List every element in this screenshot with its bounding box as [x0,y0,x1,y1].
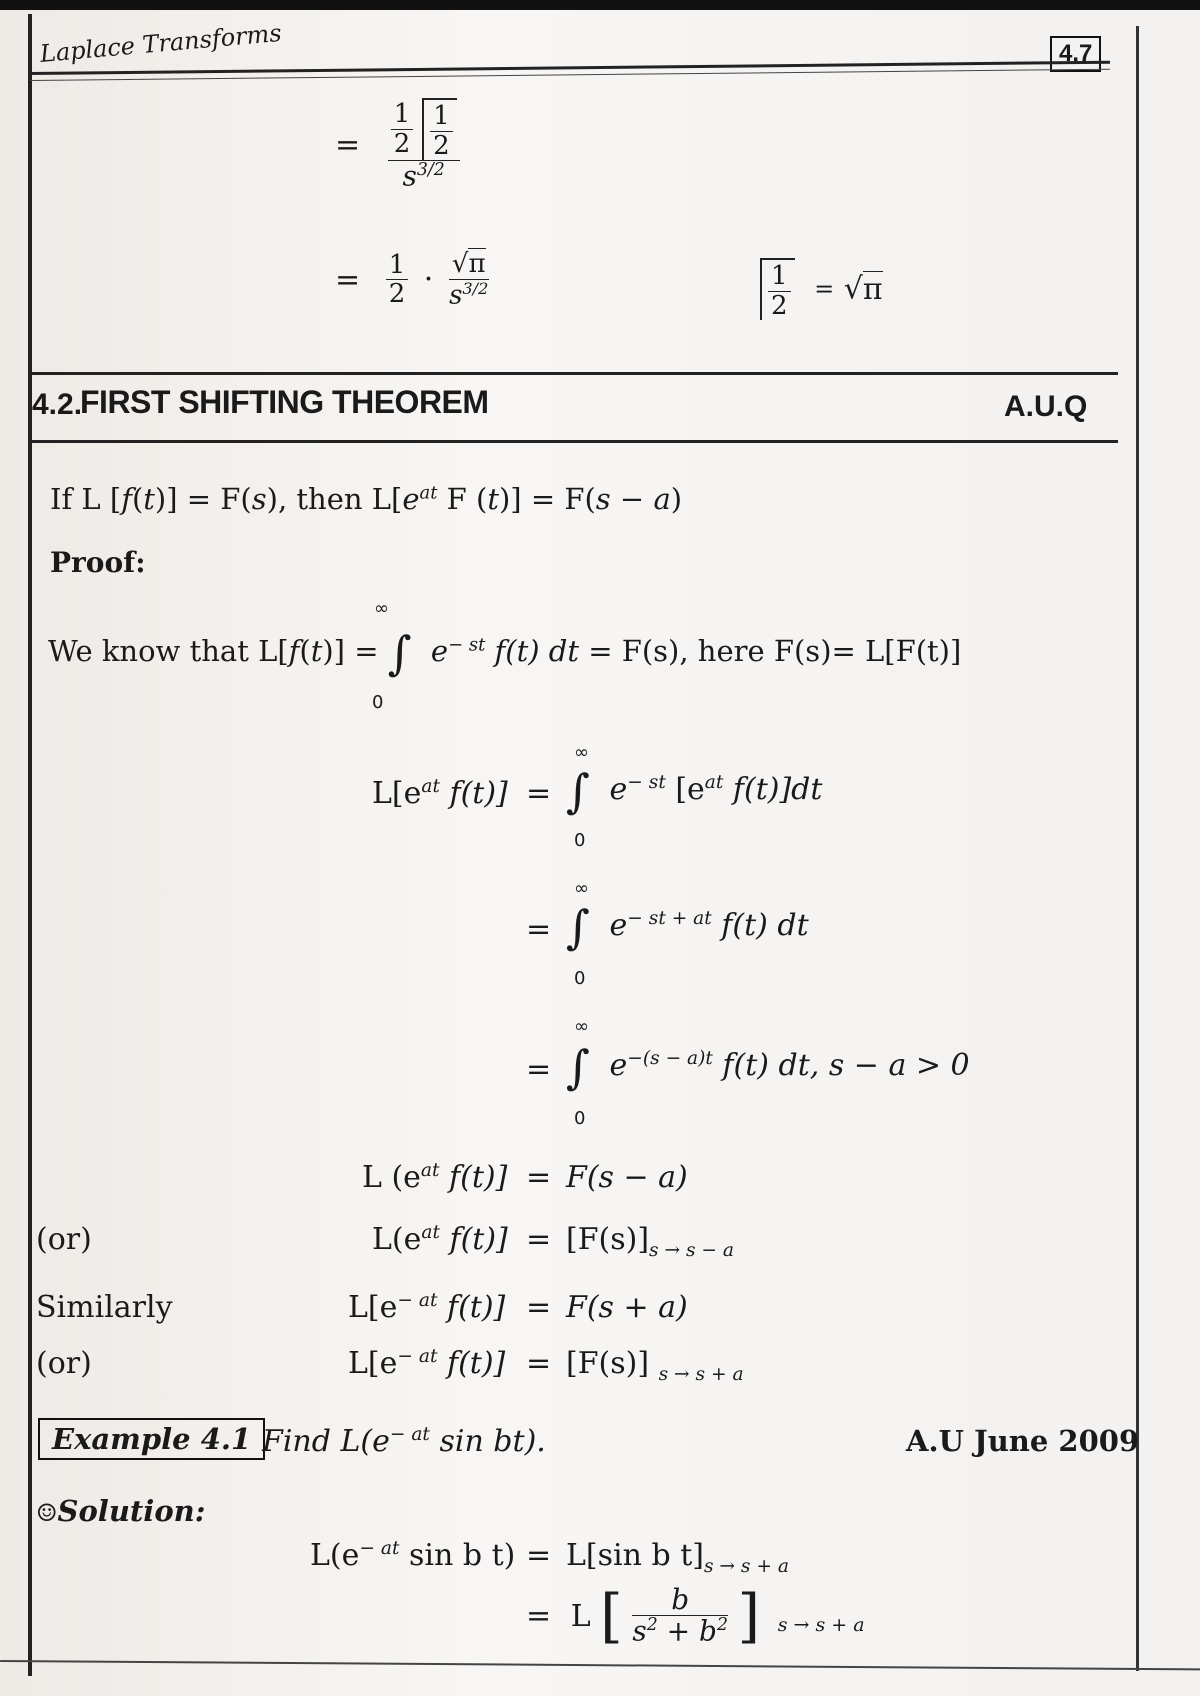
derivation-eq-1: = [526,776,552,811]
example-source: A.U June 2009 [906,1424,1140,1458]
section-rule-top [32,372,1118,375]
proof-label: Proof: [50,546,146,579]
scan-top-edge [0,0,1200,10]
derivation-lower-1: 0 [574,830,586,851]
derivation-eq-2: = [526,912,552,947]
derivation-upper-1: ∞ [574,742,589,763]
integral-upper-limit: ∞ [374,598,389,619]
section-rule-bottom [32,440,1118,443]
derivation-rhs-3: ∫ $e^{-(s - a)t}$ f(t) dt, s − a > 0 [566,1040,970,1094]
theorem-statement: If L [f(t)] = F(s), then $L[e^{at}$ F (t)] = F(s − a) [50,482,683,516]
section-number: 4.2. [32,388,83,421]
derivation-rhs-2: ∫ $e^{- st + at}$ f(t) dt [566,900,809,954]
we-know-line: We know that L[f(t)] = ∫ $e^{- st}$ f(t) dt = F(s), here F(s)= L[F(t)] [48,626,962,680]
fraction: $\frac{1}{2}$ $\frac{1}{2}$ $s^{3/2}$ [388,98,460,192]
derivation-upper-2: ∞ [574,878,589,899]
derivation-lhs: $L[e^{at}$ f(t)] [372,776,508,811]
example-label: Example 4.1 [38,1418,265,1460]
section-title: FIRST SHIFTING THEOREM [80,384,489,420]
derivation-upper-3: ∞ [574,1016,589,1037]
integral-lower-limit: 0 [372,692,384,713]
smiley-icon: ☺ [36,1498,58,1527]
derivation-lower-3: 0 [574,1108,586,1129]
gamma-step-2: = $\frac{1}{2}$ · $\frac{√\pi}{s^{3/2}}$ [335,249,489,311]
gamma-step-1: = $\frac{1}{2}$ $\frac{1}{2}$ $s^{3/2}$ [335,98,460,192]
solution-line-2: = L [ $\frac{b}{s^2 + b^2}$ ] $_{s \to s + a}$ [526,1582,865,1650]
running-title: Laplace Transforms [38,18,283,68]
derivation-lower-2: 0 [574,968,586,989]
section-tag: A.U.Q [1004,390,1088,423]
example-question: Find $L(e^{- at}$ sin bt). [262,1424,546,1459]
page-number: 4.7 [1050,36,1101,72]
derivation-eq-3: = [526,1052,552,1087]
derivation-rhs-1: ∫ $e^{- st}$ [$e^{at}$ f(t)]dt [566,764,823,818]
page-frame-left [28,14,32,1676]
solution-label: ☺Solution: [36,1494,206,1528]
gamma-half-note: $\frac{1}{2}$ = √π [760,258,883,320]
